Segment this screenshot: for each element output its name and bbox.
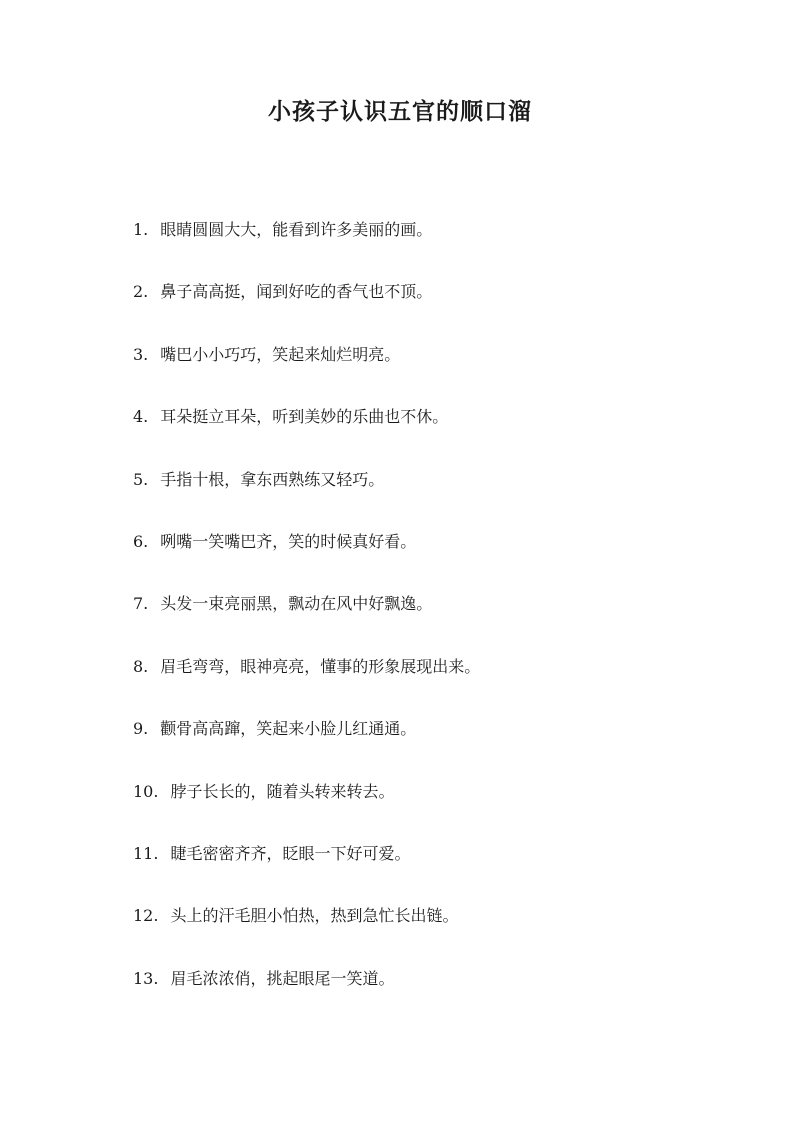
list-item bbox=[133, 464, 480, 526]
item-text: 嘴巴小小巧巧，笑起来灿烂明亮。 bbox=[160, 344, 401, 364]
item-number: 4. bbox=[133, 407, 149, 427]
list-item bbox=[133, 838, 480, 900]
item-text: 眉毛弯弯，眼神亮亮，懂事的形象展现出来。 bbox=[160, 656, 481, 676]
rhyme-list bbox=[133, 214, 480, 1025]
item-number: 1. bbox=[133, 220, 149, 239]
list-item bbox=[133, 276, 480, 338]
list-item bbox=[133, 401, 480, 463]
item-number: 10. bbox=[133, 781, 159, 801]
list-item bbox=[133, 963, 480, 1025]
list-item bbox=[133, 713, 480, 775]
item-text: 颧骨高高蹿，笑起来小脸儿红通通。 bbox=[160, 719, 417, 739]
list-item bbox=[133, 776, 480, 838]
item-text: 耳朵挺立耳朵，听到美妙的乐曲也不休。 bbox=[160, 407, 449, 427]
item-number: 7. bbox=[133, 594, 149, 614]
item-number: 5. bbox=[133, 469, 149, 489]
item-number: 2. bbox=[133, 282, 149, 302]
item-number: 6. bbox=[133, 531, 149, 551]
item-text: 咧嘴一笑嘴巴齐，笑的时候真好看。 bbox=[160, 531, 417, 551]
item-number: 12. bbox=[133, 906, 159, 926]
list-item bbox=[133, 339, 480, 401]
item-number: 9. bbox=[133, 719, 149, 739]
list-item bbox=[133, 526, 480, 588]
document-title: 小孩子认识五官的顺口溜 bbox=[268, 98, 532, 125]
item-text: 头上的汗毛胆小怕热，热到急忙长出链。 bbox=[170, 906, 459, 926]
item-text: 鼻子高高挺，闻到好吃的香气也不顶。 bbox=[160, 282, 433, 302]
item-number: 11. bbox=[133, 843, 159, 863]
item-text: 眉毛浓浓俏，挑起眼尾一笑道。 bbox=[170, 968, 395, 988]
item-number: 3. bbox=[133, 344, 149, 364]
item-text: 手指十根，拿东西熟练又轻巧。 bbox=[160, 469, 385, 489]
list-item bbox=[133, 651, 480, 713]
list-item bbox=[133, 214, 480, 276]
list-item bbox=[133, 588, 480, 650]
item-text: 眼睛圆圆大大，能看到许多美丽的画。 bbox=[160, 220, 433, 239]
list-item bbox=[133, 900, 480, 962]
item-text: 睫毛密密齐齐，眨眼一下好可爱。 bbox=[170, 843, 411, 863]
item-number: 13. bbox=[133, 968, 159, 988]
item-number: 8. bbox=[133, 656, 149, 676]
item-text: 脖子长长的，随着头转来转去。 bbox=[170, 781, 395, 801]
item-text: 头发一束亮丽黑，飘动在风中好飘逸。 bbox=[160, 594, 433, 614]
